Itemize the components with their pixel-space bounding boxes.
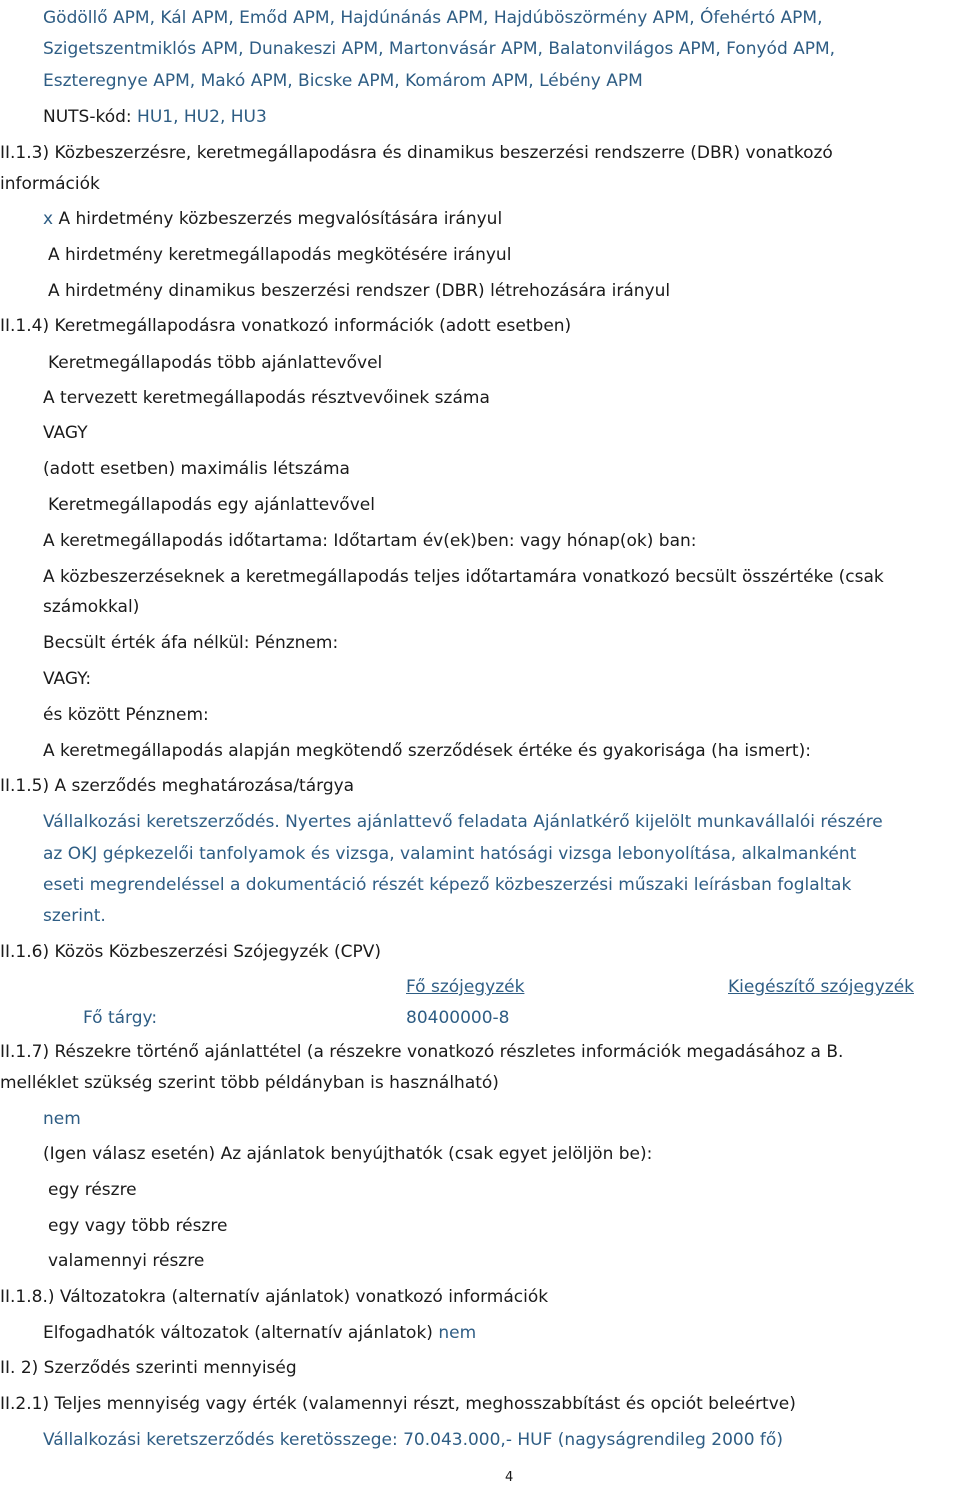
- apm-list-line: Eszteregnye APM, Makó APM, Bicske APM, Komárom APM, Lébény APM: [43, 71, 643, 91]
- contract-description: eseti megrendeléssel a dokumentáció részét képező közbeszerzési műszaki leírásban foglaltak: [43, 875, 852, 895]
- text-line: Keretmegállapodás egy ajánlattevővel: [48, 495, 375, 515]
- text-line: A keretmegállapodás alapján megkötendő szerződések értéke és gyakorisága (ha ismert):: [43, 741, 811, 761]
- cpv-extra-header: Kiegészítő szójegyzék: [728, 977, 914, 997]
- answer-value: nem: [438, 1323, 477, 1343]
- text-line: (adott esetben) maximális létszáma: [43, 459, 350, 479]
- text-line: VAGY: [43, 423, 88, 443]
- contract-description: Vállalkozási keretszerződés. Nyertes ajánlattevő feladata Ajánlatkérő kijelölt munkavállalói részére: [43, 812, 883, 832]
- text-line: VAGY:: [43, 669, 92, 689]
- cpv-main-header: Fő szójegyzék: [406, 977, 525, 997]
- text-line: A közbeszerzéseknek a keretmegállapodás teljes időtartamára vonatkozó becsült összértéke (csak: [43, 567, 884, 587]
- option-all-parts: valamennyi részre: [48, 1251, 205, 1271]
- section-title: II.1.4) Keretmegállapodásra vonatkozó információk (adott esetben): [0, 316, 572, 336]
- variants-line: [43, 1322, 476, 1344]
- text-line: és között Pénznem:: [43, 705, 209, 725]
- text-line: Keretmegállapodás több ajánlattevővel: [48, 353, 383, 373]
- section-title: II.1.7) Részekre történő ajánlattétel (a részekre vonatkozó részletes információk megadásához a B.: [0, 1042, 844, 1062]
- text-line: A tervezett keretmegállapodás résztvevőinek száma: [43, 388, 490, 408]
- apm-list-line: Szigetszentmiklós APM, Dunakeszi APM, Martonvásár APM, Balatonvilágos APM, Fonyód APM,: [43, 39, 836, 59]
- option-one-or-more-parts: egy vagy több részre: [48, 1216, 228, 1236]
- total-value: Vállalkozási keretszerződés keretösszege: 70.043.000,- HUF (nagyságrendileg 2000 fő): [43, 1430, 783, 1450]
- option-one-part: egy részre: [48, 1180, 137, 1200]
- section-title: II.2.1) Teljes mennyiség vagy érték (valamennyi részt, meghosszabbítást és opciót beleértve): [0, 1394, 796, 1414]
- nuts-value: HU1, HU2, HU3: [137, 107, 267, 127]
- option-framework: A hirdetmény keretmegállapodás megkötésére irányul: [48, 245, 512, 265]
- cpv-code: 80400000-8: [406, 1008, 510, 1028]
- contract-description: szerint.: [43, 906, 106, 926]
- page-number: 4: [505, 1470, 514, 1485]
- cpv-row-label: Fő tárgy:: [83, 1008, 158, 1028]
- nuts-label: NUTS-kód:: [43, 107, 132, 127]
- variants-label: Elfogadhatók változatok (alternatív ajánlatok): [43, 1323, 433, 1343]
- section-title: II.1.6) Közös Közbeszerzési Szójegyzék (CPV): [0, 942, 382, 962]
- answer-value: nem: [43, 1109, 81, 1129]
- text-line: (Igen válasz esetén) Az ajánlatok benyújthatók (csak egyet jelöljön be):: [43, 1144, 653, 1164]
- text-line: számokkal): [43, 597, 140, 617]
- section-title-cont: információk: [0, 174, 100, 194]
- option-procurement: [43, 208, 502, 230]
- section-title: II.1.3) Közbeszerzésre, keretmegállapodásra és dinamikus beszerzési rendszerre (DBR) vonatkozó: [0, 143, 833, 163]
- text-line: A keretmegállapodás időtartama: Időtartam év(ek)ben: vagy hónap(ok) ban:: [43, 531, 697, 551]
- section-title-cont: melléklet szükség szerint több példányban is használható): [0, 1073, 499, 1093]
- selected-mark: x: [43, 209, 54, 229]
- contract-description: az OKJ gépkezelői tanfolyamok és vizsga, valamint hatósági vizsga lebonyolítása, alkalmanként: [43, 844, 857, 864]
- apm-list-line: Gödöllő APM, Kál APM, Emőd APM, Hajdúnánás APM, Hajdúböszörmény APM, Ófehértó APM,: [43, 8, 823, 28]
- text-line: Becsült érték áfa nélkül: Pénznem:: [43, 633, 339, 653]
- section-title: II.1.5) A szerződés meghatározása/tárgya: [0, 776, 355, 796]
- section-title: II. 2) Szerződés szerinti mennyiség: [0, 1358, 297, 1378]
- section-title: II.1.8.) Változatokra (alternatív ajánlatok) vonatkozó információk: [0, 1287, 549, 1307]
- option-dbr: A hirdetmény dinamikus beszerzési rendszer (DBR) létrehozására irányul: [48, 281, 671, 301]
- nuts-code: [43, 106, 267, 128]
- option-label: A hirdetmény közbeszerzés megvalósítására irányul: [58, 209, 503, 229]
